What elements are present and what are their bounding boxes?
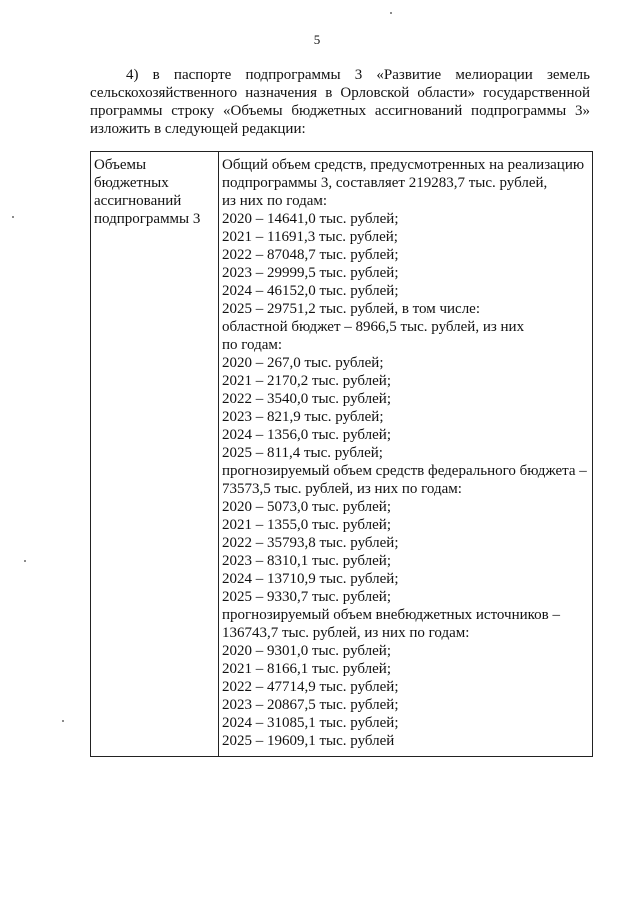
scan-speck (12, 216, 14, 218)
row-content-line: 2022 – 3540,0 тыс. рублей; (222, 391, 391, 407)
row-content-line: 2023 – 821,9 тыс. рублей; (222, 409, 384, 425)
intro-line: программы строку «Объемы бюджетных ассигнований подпрограммы 3» (90, 103, 590, 119)
row-content-cell (219, 152, 593, 757)
row-content-line: подпрограммы 3, составляет 219283,7 тыс. рублей, (222, 175, 548, 191)
row-label-line: подпрограммы 3 (94, 211, 201, 227)
row-content-line: по годам: (222, 337, 283, 353)
row-content-line: 2024 – 1356,0 тыс. рублей; (222, 427, 391, 443)
intro-line: 4) в паспорте подпрограммы 3 «Развитие мелиорации земель (126, 67, 590, 83)
row-content-line: 2022 – 35793,8 тыс. рублей; (222, 535, 399, 551)
row-content-line: областной бюджет – 8966,5 тыс. рублей, из них (222, 319, 525, 335)
row-content-line: 2025 – 811,4 тыс. рублей; (222, 445, 383, 461)
row-content-line: 2023 – 20867,5 тыс. рублей; (222, 697, 399, 713)
page-number: 5 (313, 32, 321, 47)
row-content-line: прогнозируемый объем средств федерального бюджета – (222, 463, 587, 479)
row-content-line: 2023 – 8310,1 тыс. рублей; (222, 553, 391, 569)
row-content-line: 2024 – 13710,9 тыс. рублей; (222, 571, 399, 587)
row-content-line: 2020 – 5073,0 тыс. рублей; (222, 499, 391, 515)
table-row (91, 152, 593, 757)
row-content-line: 2025 – 9330,7 тыс. рублей; (222, 589, 391, 605)
row-content-line: 2025 – 19609,1 тыс. рублей (222, 733, 395, 749)
row-label-line: ассигнований (94, 193, 182, 209)
row-content-line: из них по годам: (222, 193, 328, 209)
intro-line: сельскохозяйственного назначения в Орловской области» государственной (90, 85, 590, 101)
row-content-line: 2021 – 1355,0 тыс. рублей; (222, 517, 391, 533)
row-content-line: 73573,5 тыс. рублей, из них по годам: (222, 481, 462, 497)
row-content-line: 2024 – 46152,0 тыс. рублей; (222, 283, 399, 299)
scan-speck (24, 560, 26, 562)
row-content-line: 2021 – 8166,1 тыс. рублей; (222, 661, 391, 677)
row-content-line: 2021 – 11691,3 тыс. рублей; (222, 229, 398, 245)
row-content-line: 2025 – 29751,2 тыс. рублей, в том числе: (222, 301, 481, 317)
intro-paragraph (90, 66, 590, 138)
intro-line: изложить в следующей редакции: (90, 121, 306, 137)
row-content-line: 2022 – 47714,9 тыс. рублей; (222, 679, 399, 695)
row-label-cell (91, 152, 219, 757)
scan-speck (390, 12, 392, 14)
row-content-line: 2020 – 14641,0 тыс. рублей; (222, 211, 399, 227)
row-content-line: Общий объем средств, предусмотренных на реализацию (222, 157, 585, 173)
budget-allocation-table (90, 151, 593, 757)
row-label-line: Объемы (94, 157, 147, 173)
row-content-line: 2020 – 9301,0 тыс. рублей; (222, 643, 391, 659)
row-content-line: 2020 – 267,0 тыс. рублей; (222, 355, 384, 371)
row-content-line: 136743,7 тыс. рублей, из них по годам: (222, 625, 470, 641)
row-content-line: 2021 – 2170,2 тыс. рублей; (222, 373, 391, 389)
row-content-line: прогнозируемый объем внебюджетных источников – (222, 607, 561, 623)
scan-speck (62, 720, 64, 722)
row-content-line: 2023 – 29999,5 тыс. рублей; (222, 265, 399, 281)
row-content-line: 2022 – 87048,7 тыс. рублей; (222, 247, 399, 263)
row-content-line: 2024 – 31085,1 тыс. рублей; (222, 715, 399, 731)
row-label-line: бюджетных (94, 175, 169, 191)
